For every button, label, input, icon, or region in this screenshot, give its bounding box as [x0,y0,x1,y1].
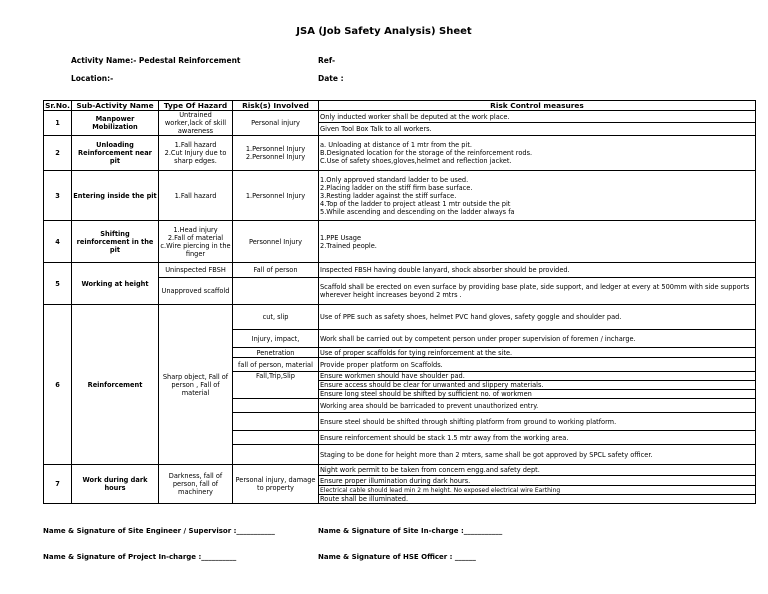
risk-cell [233,399,319,413]
table-row [44,136,756,171]
activity-cell: Shifting reinforcement in the pit [72,221,159,263]
measure-cell: Staging to be done for height more than 2 mters, same shall be got approved by SPCL safety officer. [319,445,756,465]
hazard-line: 1.Fall hazard [174,141,217,149]
col-header-risk: Risk(s) Involved [233,101,319,111]
sr-cell: 2 [44,136,72,171]
table-row [44,171,756,221]
measure-cell: Inspected FBSH having double lanyard, shock absorber should be provided. [319,263,756,278]
table-row [44,465,756,476]
activity-cell: Unloading Reinforcement near pit [72,136,159,171]
measure-cell: Ensure access should be clear for unwanted and slippery materials. [319,381,756,390]
activity-cell: Work during dark hours [72,465,159,504]
hazard-cell: Uninspected FBSH [159,263,233,278]
hazard-cell: Sharp object, Fall of person , Fall of material [159,305,233,465]
hazard-line: c.Wire piercing in the finger [160,241,231,258]
risk-cell [233,136,319,171]
measure-line: 1.Only approved standard ladder to be used. [320,175,469,184]
page-title: JSA (Job Safety Analysis) Sheet [296,26,472,37]
project-incharge-signature: Name & Signature of Project In-charge :__________ [43,553,237,561]
risk-cell [233,445,319,465]
measure-line: a. Unloading at distance of 1 mtr from the pit. [320,141,472,149]
hazard-cell: Darkness, fall of person, fall of machinery [159,465,233,504]
measure-cell: Ensure proper illumination during dark hours. [319,476,756,486]
measure-cell: Route shall be illuminated. [319,495,756,504]
col-header-sr: Sr.No. [45,100,70,110]
risk-cell [233,413,319,431]
risk-cell: Personnel Injury [233,221,319,263]
measure-line: 3.Resting ladder against the stiff surface. [320,191,457,200]
measure-cell: Electrical cable should lead min 2 m height. No exposed electrical wire Earthing [319,486,756,495]
risk-cell [233,431,319,445]
hazard-cell [159,136,233,171]
hazard-cell: Untrained worker,lack of skill awareness [159,111,233,136]
table-row [44,305,756,330]
measure-cell: Only inducted worker shall be deputed at the work place. [319,111,756,123]
measure-line: 2.Placing ladder on the stiff firm base surface. [320,183,473,192]
col-header-sub-activity: Sub-Activity Name [72,101,159,111]
measure-cell: Work shall be carried out by competent person under proper supervision of foremen / incharge. [319,330,756,348]
sr-cell: 5 [44,263,72,305]
risk-line: 1.Personnel Injury [245,145,306,153]
measure-line: 1.PPE Usage [320,233,362,242]
activity-name-label: Activity Name:- Pedestal Reinforcement [71,56,241,65]
risk-cell: Personal injury, damage to property [233,465,319,504]
sr-cell: 7 [44,465,72,504]
measure-cell: Ensure workmen should have shoulder pad. [319,372,756,381]
table-header-row [44,101,756,111]
col-header-measures: Risk Control measures [319,101,756,111]
measure-cell: Provide proper platform on Scaffolds. [319,358,756,372]
risk-cell: Fall,Trip,Slip [233,372,319,399]
activity-cell: Working at height [72,263,159,305]
measure-cell [319,171,756,221]
risk-cell: 1.Personnel Injury [233,171,319,221]
measure-cell: Ensure steel should be shifted through shifting platform from ground to working platform. [319,413,756,431]
measure-cell: Use of proper scaffolds for tying reinforcement at the site. [319,348,756,358]
table-row [44,221,756,263]
risk-cell: Injury, impact, [233,330,319,348]
activity-cell: Reinforcement [72,305,159,465]
jsa-table [43,100,756,504]
risk-cell: cut, slip [233,305,319,330]
sr-cell: 6 [44,305,72,465]
hazard-cell: Unapproved scaffold [159,278,233,305]
sr-cell: 1 [44,111,72,136]
measure-cell: Ensure long steel should be shifted by sufficient no. of workmen [319,390,756,399]
table-row [44,111,756,123]
activity-cell: Entering inside the pit [72,171,159,221]
measure-line: 5.While ascending and descending on the ladder always fa [320,207,515,216]
measure-cell [319,221,756,263]
location-label: Location:- [71,74,114,83]
hazard-line: 2.Cut Injury due to sharp edges. [164,149,227,165]
risk-line: 2.Personnel Injury [245,153,306,161]
risk-cell: fall of person, material [233,358,319,372]
risk-cell: Fall of person [233,263,319,278]
table-row [44,263,756,278]
measure-cell: Use of PPE such as safety shoes, helmet PVC hand gloves, safety goggle and shoulder pad. [319,305,756,330]
activity-cell: Manpower Mobilization [72,111,159,136]
sr-cell: 3 [44,171,72,221]
ref-label: Ref- [318,56,336,65]
measure-cell [319,136,756,171]
hazard-cell [159,221,233,263]
hazard-cell: 1.Fall hazard [159,171,233,221]
measure-cell: Given Tool Box Talk to all workers. [319,123,756,136]
measure-cell: Ensure reinforcement should be stack 1.5 mtr away from the working area. [319,431,756,445]
hazard-line: 1.Head injury [173,225,218,234]
hse-officer-signature: Name & Signature of HSE Officer : ______ [318,553,476,561]
hazard-line: 2.Fall of material [167,233,224,242]
measure-cell: Scaffold shall be erected on even surface by providing base plate, side support, and ledger at every at 500mm with side supports wherever height increases beyond 2 mtrs . [319,278,756,305]
risk-cell: Penetration [233,348,319,358]
site-engineer-signature: Name & Signature of Site Engineer / Supervisor :___________ [43,527,275,535]
measure-cell: Working area should be barricaded to prevent unauthorized entry. [319,399,756,413]
measure-cell: Night work permit to be taken from concern engg.and safety dept. [319,465,756,476]
site-incharge-signature: Name & Signature of Site In-charge :___________ [318,527,503,535]
risk-cell: Personal injury [233,111,319,136]
measure-line: B.Designated location for the storage of the reinforcement rods. [320,149,533,157]
sr-cell: 4 [44,221,72,263]
risk-cell [233,278,319,305]
col-header-hazard: Type Of Hazard [159,101,233,111]
measure-line: C.Use of safety shoes,gloves,helmet and reflection jacket. [320,157,512,165]
measure-line: 2.Trained people. [320,241,377,250]
measure-line: 4.Top of the ladder to project atleast 1 mtr outside the pit [320,199,511,208]
date-label: Date : [318,74,344,83]
